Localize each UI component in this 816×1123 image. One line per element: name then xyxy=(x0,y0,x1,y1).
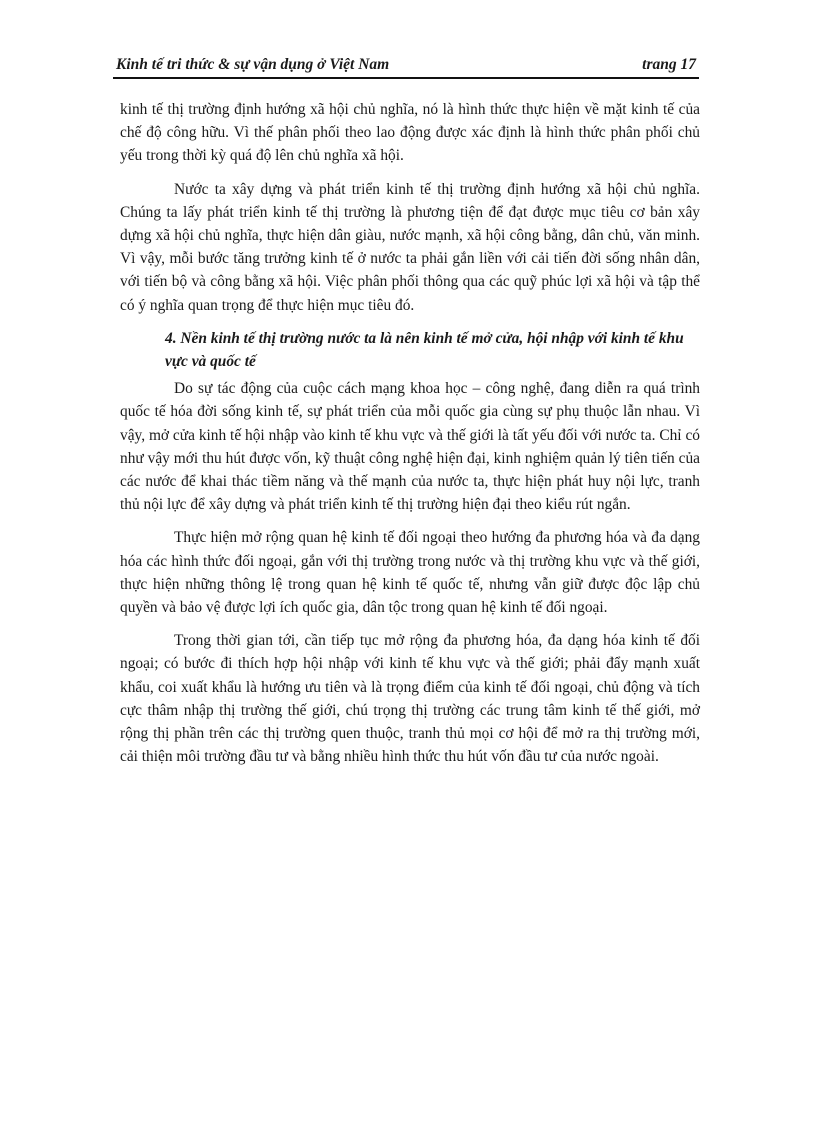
paragraph: Thực hiện mở rộng quan hệ kinh tế đối ngoại theo hướng đa phương hóa và đa dạng hóa các hình thức đối ngoại, gắn với thị trường trong nước và thị trường khu vực và thế giới, thực hiện những thông lệ trong quan hệ kinh tế quốc tế, nhưng vẫn giữ được độc lập chủ quyền và bảo vệ được lợi ích quốc gia, dân tộc trong quan hệ kinh tế đối ngoại. xyxy=(120,529,700,617)
paragraph-continued: kinh tế thị trường định hướng xã hội chủ nghĩa, nó là hình thức thực hiện về mặt kinh tế của chế độ công hữu. Vì thế phân phối theo lao động được xác định là hình thức phân phối chủ yếu trong thời kỳ quá độ lên chủ nghĩa xã hội. xyxy=(120,101,700,165)
header-divider xyxy=(113,77,699,79)
paragraph: Trong thời gian tới, cần tiếp tục mở rộng đa phương hóa, đa dạng hóa kinh tế đối ngoại; có bước đi thích hợp hội nhập với kinh tế khu vực và thế giới; phải đẩy mạnh xuất khẩu, coi xuất khẩu là hướng ưu tiên và là trọng điểm của kinh tế đối ngoại, chủ động và tích cực thâm nhập thị trường thế giới, chú trọng thị trường các trung tâm kinh tế thế giới, mở rộng thị phần trên các thị trường quen thuộc, tranh thủ mọi cơ hội để mở ra thị trường mới, cải thiện môi trường đầu tư và bằng nhiều hình thức thu hút vốn đầu tư của nước ngoài. xyxy=(120,632,700,766)
paragraph: Nước ta xây dựng và phát triển kinh tế thị trường định hướng xã hội chủ nghĩa. Chúng ta lấy phát triển kinh tế thị trường là phương tiện để đạt được mục tiêu cơ bản xây dựng xã hội chủ nghĩa, thực hiện dân giàu, nước mạnh, xã hội công bằng, dân chủ, văn minh. Vì vậy, mỗi bước tăng trưởng kinh tế ở nước ta phải gắn liền với cải tiến đời sống nhân dân, với tiến bộ và công bằng xã hội. Việc phân phối thông qua các quỹ phúc lợi xã hội và tập thể có ý nghĩa quan trọng để thực hiện mục tiêu đó. xyxy=(120,180,700,314)
page-number: trang 17 xyxy=(642,56,696,73)
section-heading: 4. Nền kinh tế thị trường nước ta là nên kinh tế mở cửa, hội nhập với kinh tế khu vực và quốc tế xyxy=(165,329,684,371)
page-header xyxy=(116,56,696,78)
paragraph: Do sự tác động của cuộc cách mạng khoa học – công nghệ, đang diễn ra quá trình quốc tế hóa đời sống kinh tế, sự phát triển của mỗi quốc gia cùng sự phụ thuộc lẫn nhau. Vì vậy, mở cửa kinh tế hội nhập vào kinh tế khu vực và thế giới là tất yếu đối với nước ta. Chỉ có như vậy mới thu hút được vốn, kỹ thuật công nghệ hiện đại, kinh nghiệm quản lý tiên tiến của các nước để khai thác tiềm năng và thế mạnh của nước ta, thực hiện phát huy nội lực, tranh thủ nội lực để xây dựng và phát triển kinh tế thị trường hiện đại theo kiểu rút ngắn. xyxy=(120,380,700,514)
page-body xyxy=(120,98,700,778)
running-title: Kinh tế tri thức & sự vận dụng ở Việt Nam xyxy=(116,56,390,73)
